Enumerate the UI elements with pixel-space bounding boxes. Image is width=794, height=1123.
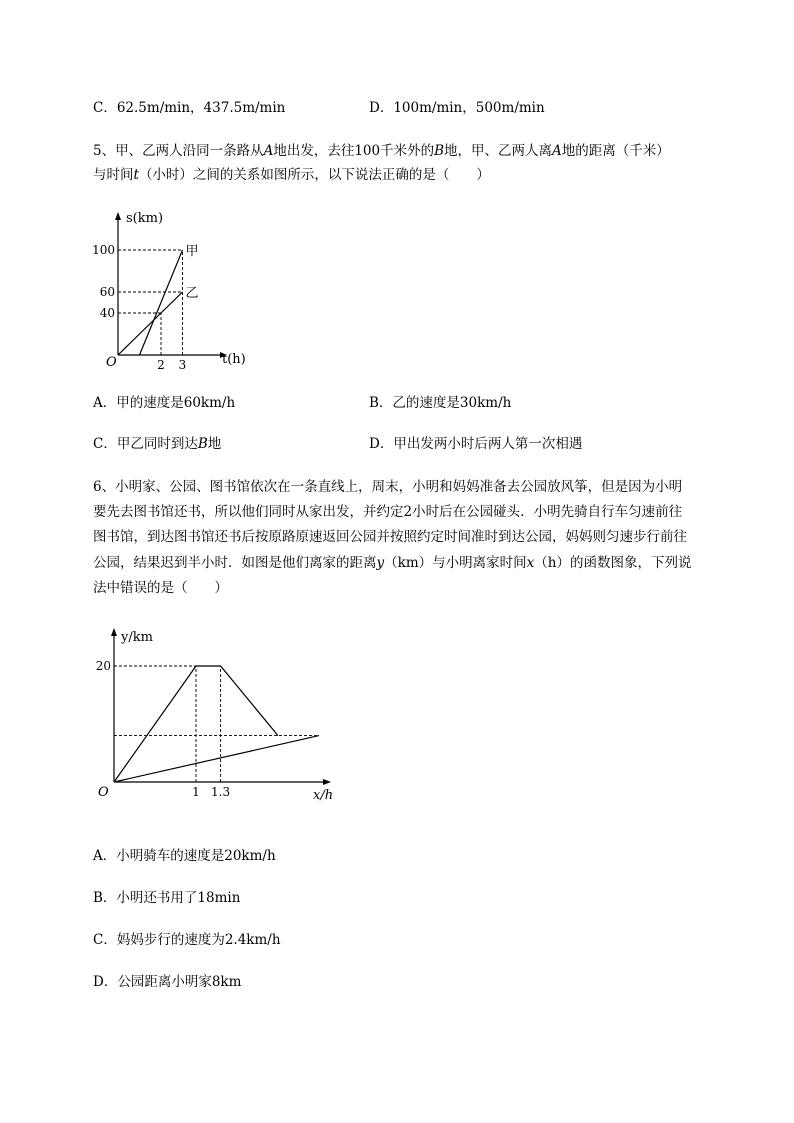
chart2-x-tick-label: 1.3 [211,785,231,799]
q6-option-a: A．小明骑车的速度是20km/h [93,848,276,864]
chart1-origin-label: O [106,355,117,370]
q5-stem-line-2: 与时间t（小时）之间的关系如图所示，以下说法正确的是（ ） [93,167,490,183]
chart1-x-tick-label: 3 [178,358,187,372]
chart1-x-tick-label: 2 [157,358,165,372]
chart2-y-tick-label: 20 [95,659,111,673]
q6-option-c: C．妈妈步行的速度为2.4km/h [93,932,281,948]
chart2-x-tick-label: 1 [192,785,200,799]
chart2-x-arrow [323,779,331,785]
q6-stem-line-3: 图书馆，到达图书馆还书后按原路原速返回公园并按照约定时间准时到达公园，妈妈则匀速步行前往 [93,529,687,545]
chart1-y-tick-label: 60 [99,285,115,299]
q6-stem-line-1: 6、小明家、公园、图书馆依次在一条直线上，周末，小明和妈妈准备去公园放风筝，但是因为小明 [93,479,683,495]
q5-option-a: A．甲的速度是60km/h [93,395,236,411]
chart2-tick-labels [96,659,230,799]
chart2-series-line-1 [114,736,319,782]
q6-stem-line-2: 要先去图书馆还书，所以他们同时从家出发，并约定2小时后在公园碰头．小明先骑自行车匀速前往 [93,504,683,520]
chart1-y-tick-label: 100 [92,243,115,257]
q5-option-d: D．甲出发两小时后两人第一次相遇 [369,436,583,452]
q5-stem-line-1: 5、甲、乙两人沿同一条路从A地出发，去往100千米外的B地，甲、乙两人离A地的距离（千米） [93,143,670,159]
q6-option-d: D．公园距离小明家8km [93,974,242,990]
chart1-y-tick-label: 40 [99,306,115,320]
chart2-guides [114,666,319,782]
q4-option-d: D．100m/min，500m/min [369,100,545,116]
chart2-y-arrow [111,628,117,636]
chart2-y-label: y/km [121,630,153,645]
chart1-series-label-1: 乙 [185,286,199,301]
q5-option-c: C．甲乙同时到达B地 [93,436,222,452]
q4-option-c: C．62.5m/min，437.5m/min [93,100,286,116]
chart1-x-label: t(h) [222,352,246,367]
chart2-series [114,666,319,782]
q5-option-b: B．乙的速度是30km/h [369,395,512,411]
q6-option-b: B．小明还书用了18min [93,890,241,906]
chart1-y-label: s(km) [126,211,164,226]
q6-stem-line-5: 法中错误的是（ ） [93,580,228,596]
chart2-x-label: x/h [313,788,334,803]
q6-stem-line-4: 公园，结果迟到半小时．如图是他们离家的距离y（km）与小明离家时间x（h）的函数图象，下列说 [93,555,692,571]
chart1-series-label-0: 甲 [185,244,199,259]
chart2-origin-label: O [98,785,109,800]
